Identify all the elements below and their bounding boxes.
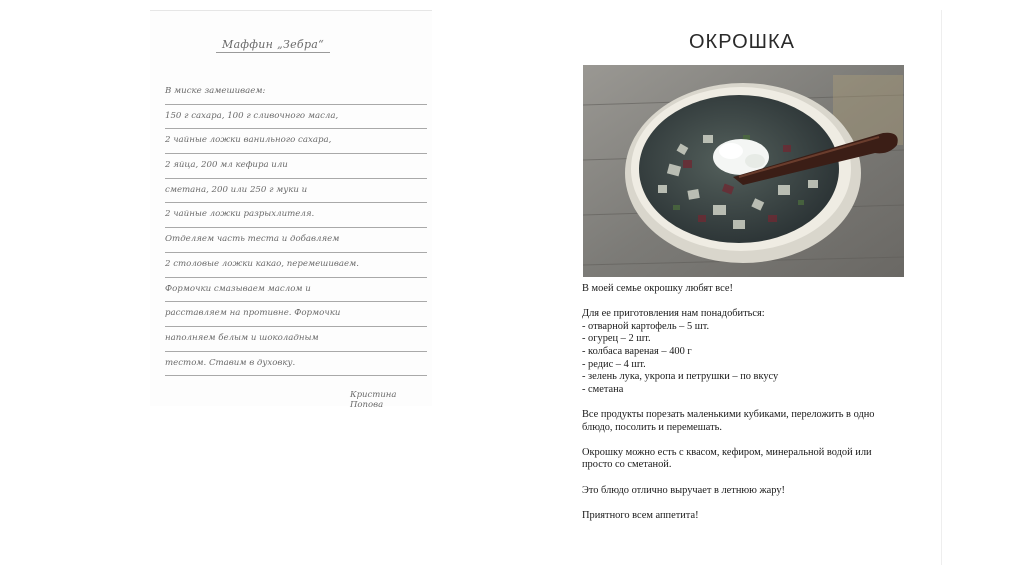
handwritten-line: тестом. Ставим в духовку. [165,352,427,377]
ingredient-item: - сметана [582,383,624,395]
instructions-line: блюдо, посолить и перемешать. [582,421,722,433]
ingredient-item: - редис – 4 шт. [582,358,646,370]
handwritten-line: Формочки смазываем маслом и [165,278,427,303]
handwritten-recipe-sheet [150,10,432,410]
ingredient-item: - отварной картофель – 5 шт. [582,320,710,332]
handwritten-line: 2 чайные ложки разрыхлителя. [165,203,427,228]
handwritten-line: В миске замешиваем: [165,80,427,105]
handwritten-line: расставляем на противне. Формочки [165,302,427,327]
closing-line: Приятного всем аппетита! [582,509,699,521]
serving-line: просто со сметаной. [582,459,672,471]
okroshka-photo [583,65,904,277]
ingredient-item: - огурец – 2 шт. [582,333,651,345]
instructions-line: Все продукты порезать маленькими кубиками, переложить в одно [582,408,875,420]
handwritten-line: 2 чайные ложки ванильного сахара, [165,129,427,154]
serving-line: Окрошку можно есть с квасом, кефиром, минеральной водой или [582,446,872,458]
handwritten-title: Маффин „Зебра“ [216,38,330,53]
ingredient-item: - колбаса вареная – 400 г [582,345,692,357]
summer-note: Это блюдо отлично выручает в летнюю жару! [582,484,786,496]
handwritten-body [165,80,427,376]
handwritten-line: наполняем белым и шоколадным [165,327,427,352]
recipe-intro: В моей семье окрошку любят все! [582,283,733,294]
handwritten-line: Отделяем часть теста и добавляем [165,228,427,253]
handwritten-line: 2 яйца, 200 мл кефира или [165,154,427,179]
recipe-title: ОКРОШКА [689,31,795,53]
handwritten-line: 2 столовые ложки какао, перемешиваем. [165,253,427,278]
recipe-text [582,283,912,522]
ingredient-item: - зелень лука, укропа и петрушки – по вкусу [582,371,779,383]
handwritten-line: 150 г сахара, 100 г сливочного масла, [165,105,427,130]
handwritten-signature: Кристина Попова [350,390,397,410]
handwritten-line: сметана, 200 или 250 г муки и [165,179,427,204]
ingredients-header: Для ее приготовления нам понадобиться: [582,308,765,320]
printed-recipe-sheet [543,10,942,565]
okroshka-photo-image [583,65,904,277]
